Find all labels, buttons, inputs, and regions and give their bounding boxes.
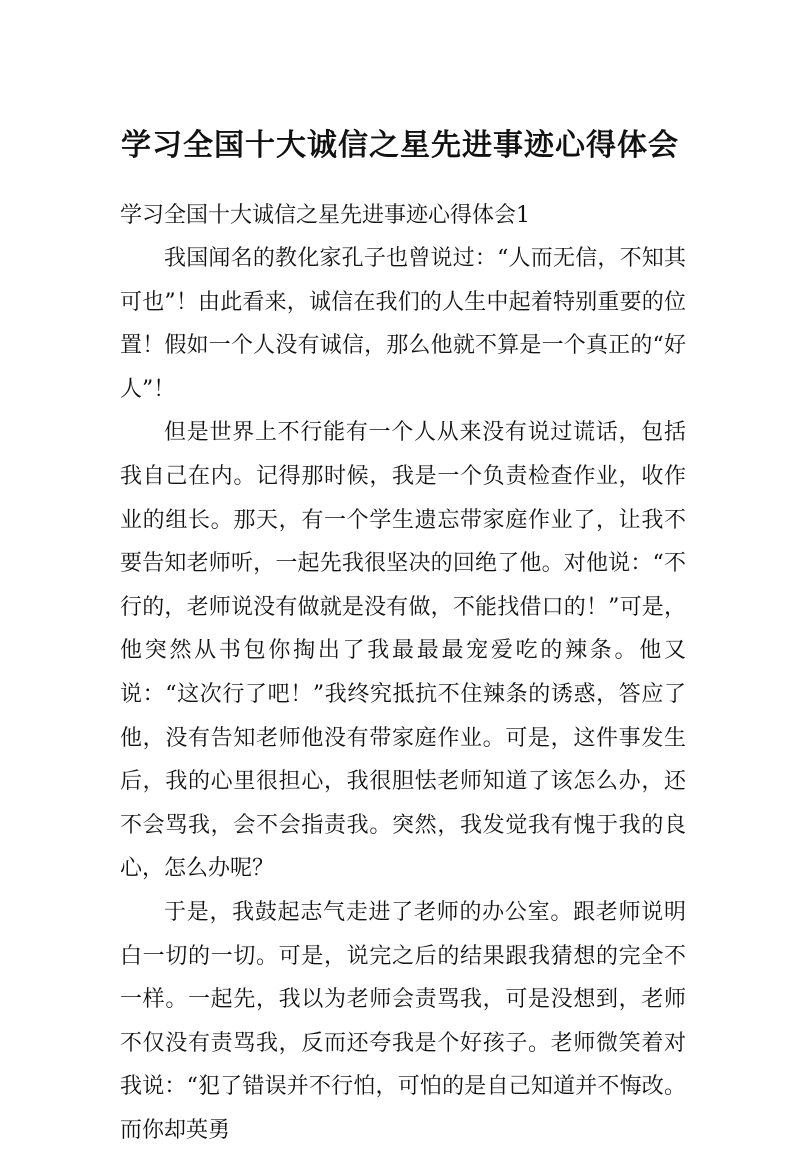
document-title: 学习全国十大诚信之星先进事迹心得体会 bbox=[121, 128, 679, 163]
document-subtitle: 学习全国十大诚信之星先进事迹心得体会1 bbox=[120, 203, 530, 228]
paragraph-1: 我国闻名的教化家孔子也曾说过：“人而无信，不知其可也”！由此看来，诚信在我们的人生中起着特别重要的位置！假如一个人没有诚信，那么他就不算是一个真正的“好人”！ bbox=[120, 246, 686, 402]
paragraph-2: 但是世界上不行能有一个人从来没有说过谎话，包括我自己在内。记得那时候，我是一个负责检查作业，收作业的组长。那天，有一个学生遗忘带家庭作业了，让我不要告知老师听，一起先我很坚决的回绝了他。对他说：“不行的，老师说没有做就是没有做，不能找借口的！”可是，他突然从书包你掏出了我最最最宠爱吃的辣条。他又说：“这次行了吧！”我终究抵抗不住辣条的诱惑，答应了他，没有告知老师他没有带家庭作业。可是，这件事发生后，我的心里很担心，我很胆怯老师知道了该怎么办，还不会骂我，会不会指责我。突然，我发觉我有愧于我的良心，怎么办呢？ bbox=[120, 420, 686, 882]
document-body bbox=[120, 237, 686, 1152]
paragraph-3: 于是，我鼓起志气走进了老师的办公室。跟老师说明白一切的一切。可是，说完之后的结果跟我猜想的完全不一样。一起先，我以为老师会责骂我，可是没想到，老师不仅没有责骂我，反而还夸我是个好孩子。老师微笑着对我说：“犯了错误并不行怕，可怕的是自己知道并不悔改。而你却英勇 bbox=[120, 899, 686, 1143]
